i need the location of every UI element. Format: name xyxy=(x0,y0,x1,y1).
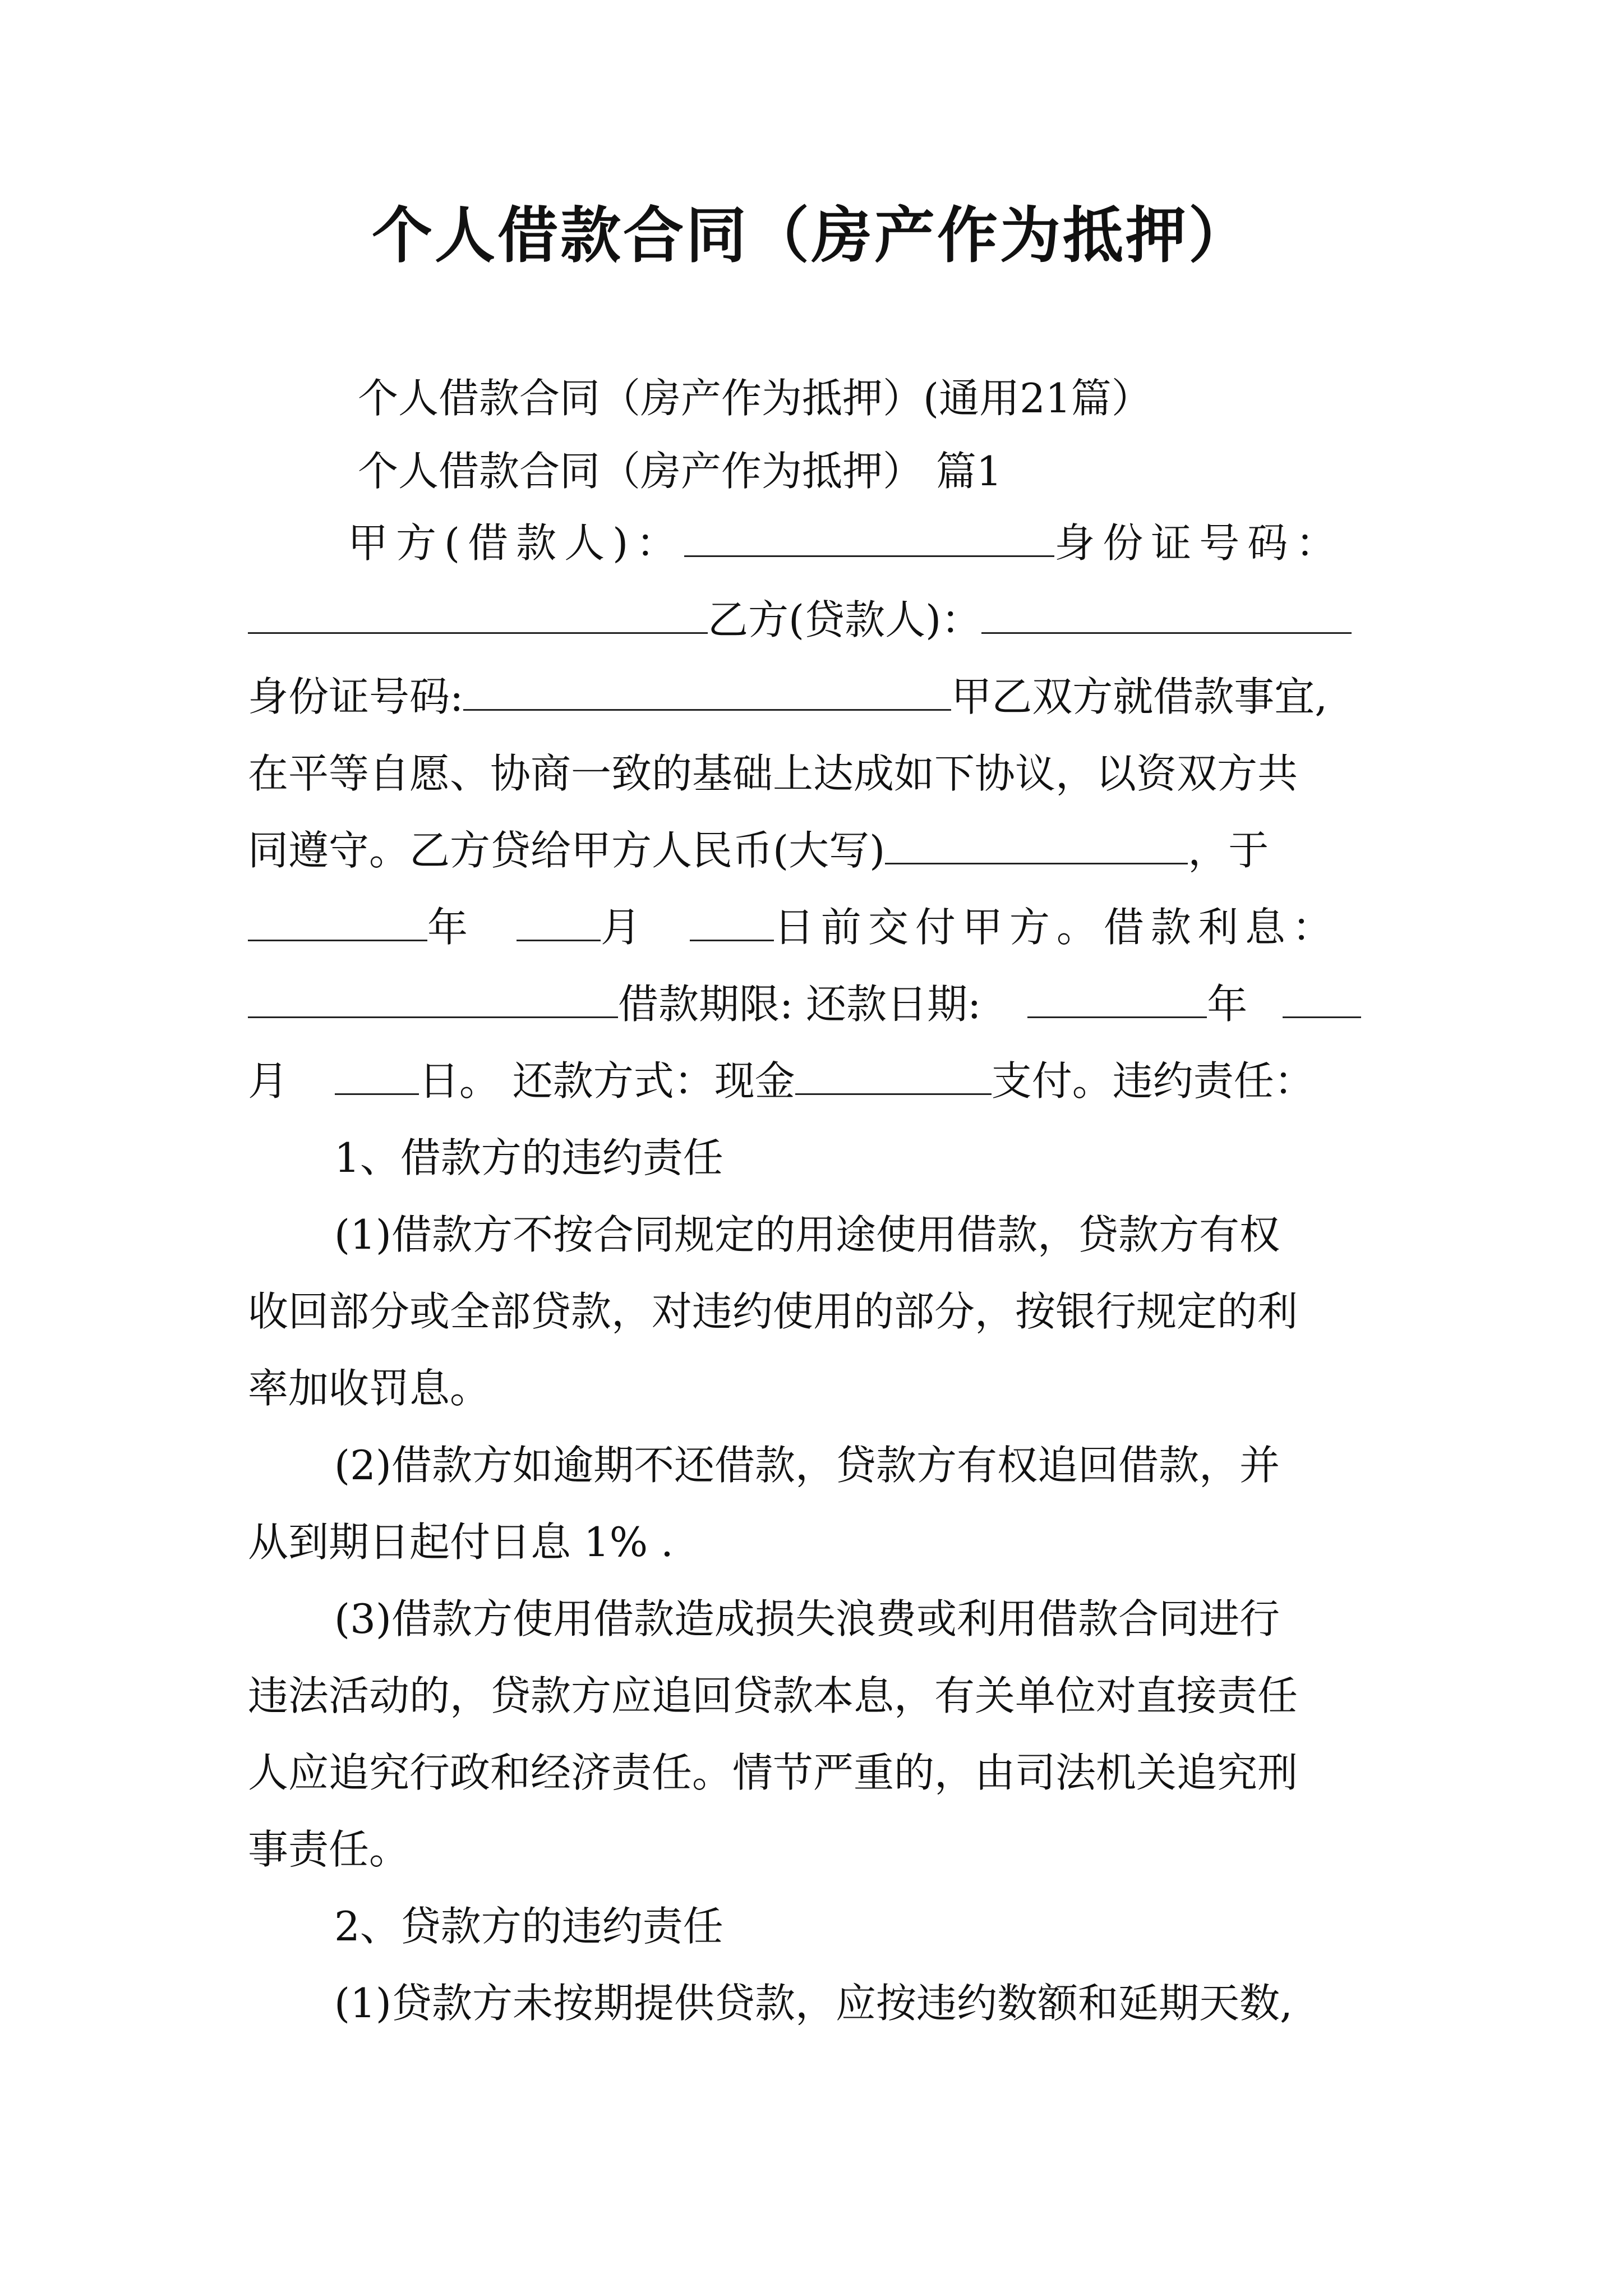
clause-1-p2-line-1: (2)借款方如逾期不还借款，贷款方有权追回借款，并 xyxy=(334,1442,1280,1489)
borrower-id-blank xyxy=(248,592,708,634)
clause-2-p1-line-1: (1)贷款方未按期提供贷款，应按违约数额和延期天数, xyxy=(334,1980,1293,2027)
contract-line-1 xyxy=(348,515,1386,571)
repay-year-blank xyxy=(1027,976,1207,1018)
breach-label: 支付。违约责任： xyxy=(991,1057,1315,1105)
interest-blank xyxy=(248,976,618,1018)
year-blank xyxy=(248,899,427,941)
clause-1-p3-line-4: 事责任。 xyxy=(248,1826,410,1873)
borrower-label: 甲方(借款人)： xyxy=(348,519,685,567)
month-blank xyxy=(517,899,601,941)
clause-1-p3-line-2: 违法活动的，贷款方应追回贷款本息，有关单位对直接责任 xyxy=(248,1672,1298,1719)
clause-2-heading: 2、贷款方的违约责任 xyxy=(334,1903,723,1950)
clause-1-heading: 1、借款方的违约责任 xyxy=(334,1134,723,1181)
amount-label: 同遵守。乙方贷给甲方人民币(大写) xyxy=(248,827,886,874)
agreement-intro: 甲乙双方就借款事宜, xyxy=(951,673,1328,720)
clause-1-p2-line-2: 从到期日起付日息 1% . xyxy=(248,1519,674,1566)
clause-1-p1-line-1: (1)借款方不按合同规定的用途使用借款，贷款方有权 xyxy=(334,1211,1280,1258)
contract-line-4: 在平等自愿、协商一致的基础上达成如下协议，以资双方共 xyxy=(248,750,1298,797)
contract-line-2 xyxy=(248,592,1386,648)
contract-line-6 xyxy=(248,899,1386,955)
contract-line-7 xyxy=(248,976,1386,1032)
clause-1-p1-line-3: 率加收罚息。 xyxy=(248,1365,491,1412)
day-blank xyxy=(690,899,774,941)
repay-day-blank xyxy=(335,1053,419,1095)
clause-1-p1-line-2: 收回部分或全部贷款，对违约使用的部分，按银行规定的利 xyxy=(248,1288,1298,1335)
document-subtitle: 个人借款合同（房产作为抵押）(通用21篇） xyxy=(358,375,1152,422)
contract-line-3 xyxy=(248,669,1386,725)
month-label: 月 xyxy=(600,904,648,951)
contract-line-8 xyxy=(248,1053,1386,1109)
repay-month-blank xyxy=(1283,976,1361,1018)
id-number-label: 身份证号码： xyxy=(1054,519,1344,567)
amount-blank xyxy=(885,822,1188,864)
document-title: 个人借款合同（房产作为抵押） xyxy=(371,200,1251,271)
lender-name-blank xyxy=(981,592,1352,634)
borrower-name-blank xyxy=(684,515,1054,557)
lender-id-blank xyxy=(463,669,951,711)
section-heading: 个人借款合同（房产作为抵押） 篇1 xyxy=(358,448,1002,495)
clause-1-p3-line-1: (3)借款方使用借款造成损失浪费或利用借款合同进行 xyxy=(334,1595,1280,1642)
lender-id-label: 身份证号码: xyxy=(248,673,464,720)
repay-year-label: 年 xyxy=(1207,981,1248,1028)
delivery-prefix: ，于 xyxy=(1188,827,1269,874)
repay-method-blank xyxy=(795,1053,992,1095)
year-label: 年 xyxy=(427,904,475,951)
term-label: 借款期限: 还款日期: xyxy=(618,981,981,1028)
contract-line-5 xyxy=(248,822,1386,878)
repay-method-label: 日。 还款方式：现金 xyxy=(418,1057,795,1105)
interest-label: 日前交付甲方。借款利息： xyxy=(773,904,1339,951)
lender-label: 乙方(贷款人)： xyxy=(708,596,982,643)
clause-1-p3-line-3: 人应追究行政和经济责任。情节严重的，由司法机关追究刑 xyxy=(248,1749,1298,1796)
repay-month-label: 月 xyxy=(248,1057,289,1105)
